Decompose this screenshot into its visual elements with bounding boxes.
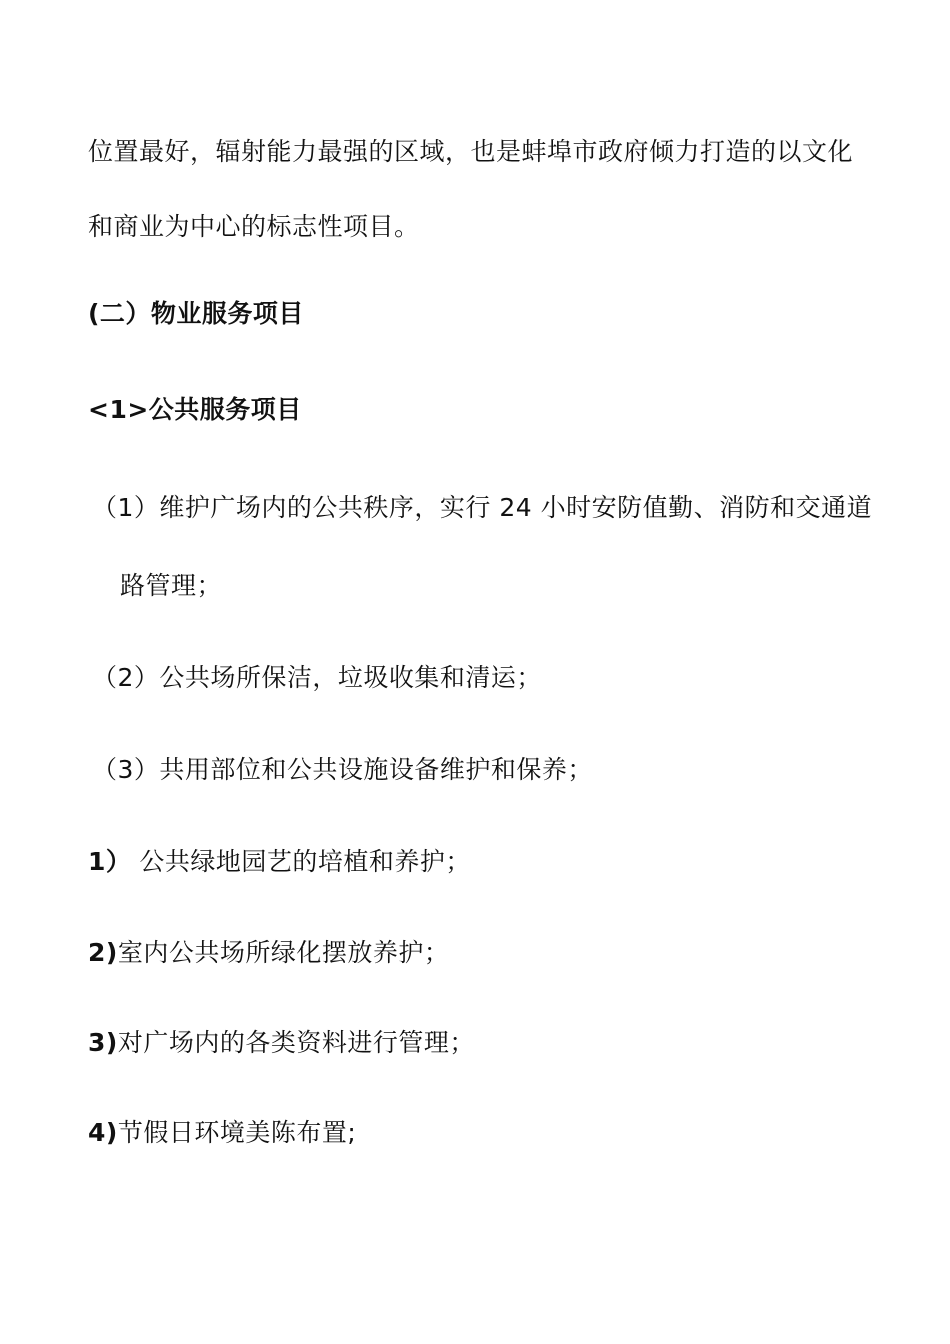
sub-item-3 [88,1027,475,1059]
sub-item-marker: 2) [88,938,118,967]
sub-item-marker: 1） [88,847,132,876]
list-marker: （3） [92,755,160,784]
sub-item-text: 节假日环境美陈布置; [117,1118,357,1147]
list-item-1 [92,492,872,524]
intro-line-1: 位置最好，辐射能力最强的区域，也是蚌埠市政府倾力打造的以文化 [88,137,854,166]
list-marker: （2） [92,663,160,692]
list-marker: （1） [92,493,160,522]
list-item-2 [92,662,542,694]
list-item-1-continuation: 路管理； [120,571,223,600]
list-item-text: 维护广场内的公共秩序，实行 24 小时安防值勤、消防和交通道 [159,493,873,522]
list-item-text: 共用部位和公共设施设备维护和保养； [159,755,593,784]
sub-item-marker: 4) [88,1118,118,1147]
sub-item-text: 对广场内的各类资料进行管理； [117,1028,475,1057]
sub-item-1 [88,846,471,878]
list-item-3 [92,754,593,786]
intro-line-2: 和商业为中心的标志性项目。 [88,212,420,241]
sub-item-text: 室内公共场所绿化摆放养护； [117,938,450,967]
sub-item-marker: 3) [88,1028,118,1057]
subsection-heading: <1>公共服务项目 [88,395,302,424]
sub-item-4 [88,1117,356,1149]
sub-item-2 [88,937,449,969]
list-item-text: 公共场所保洁，垃圾收集和清运； [159,663,542,692]
section-heading: (二）物业服务项目 [88,299,304,328]
sub-item-text: 公共绿地园艺的培植和养护； [139,847,471,876]
